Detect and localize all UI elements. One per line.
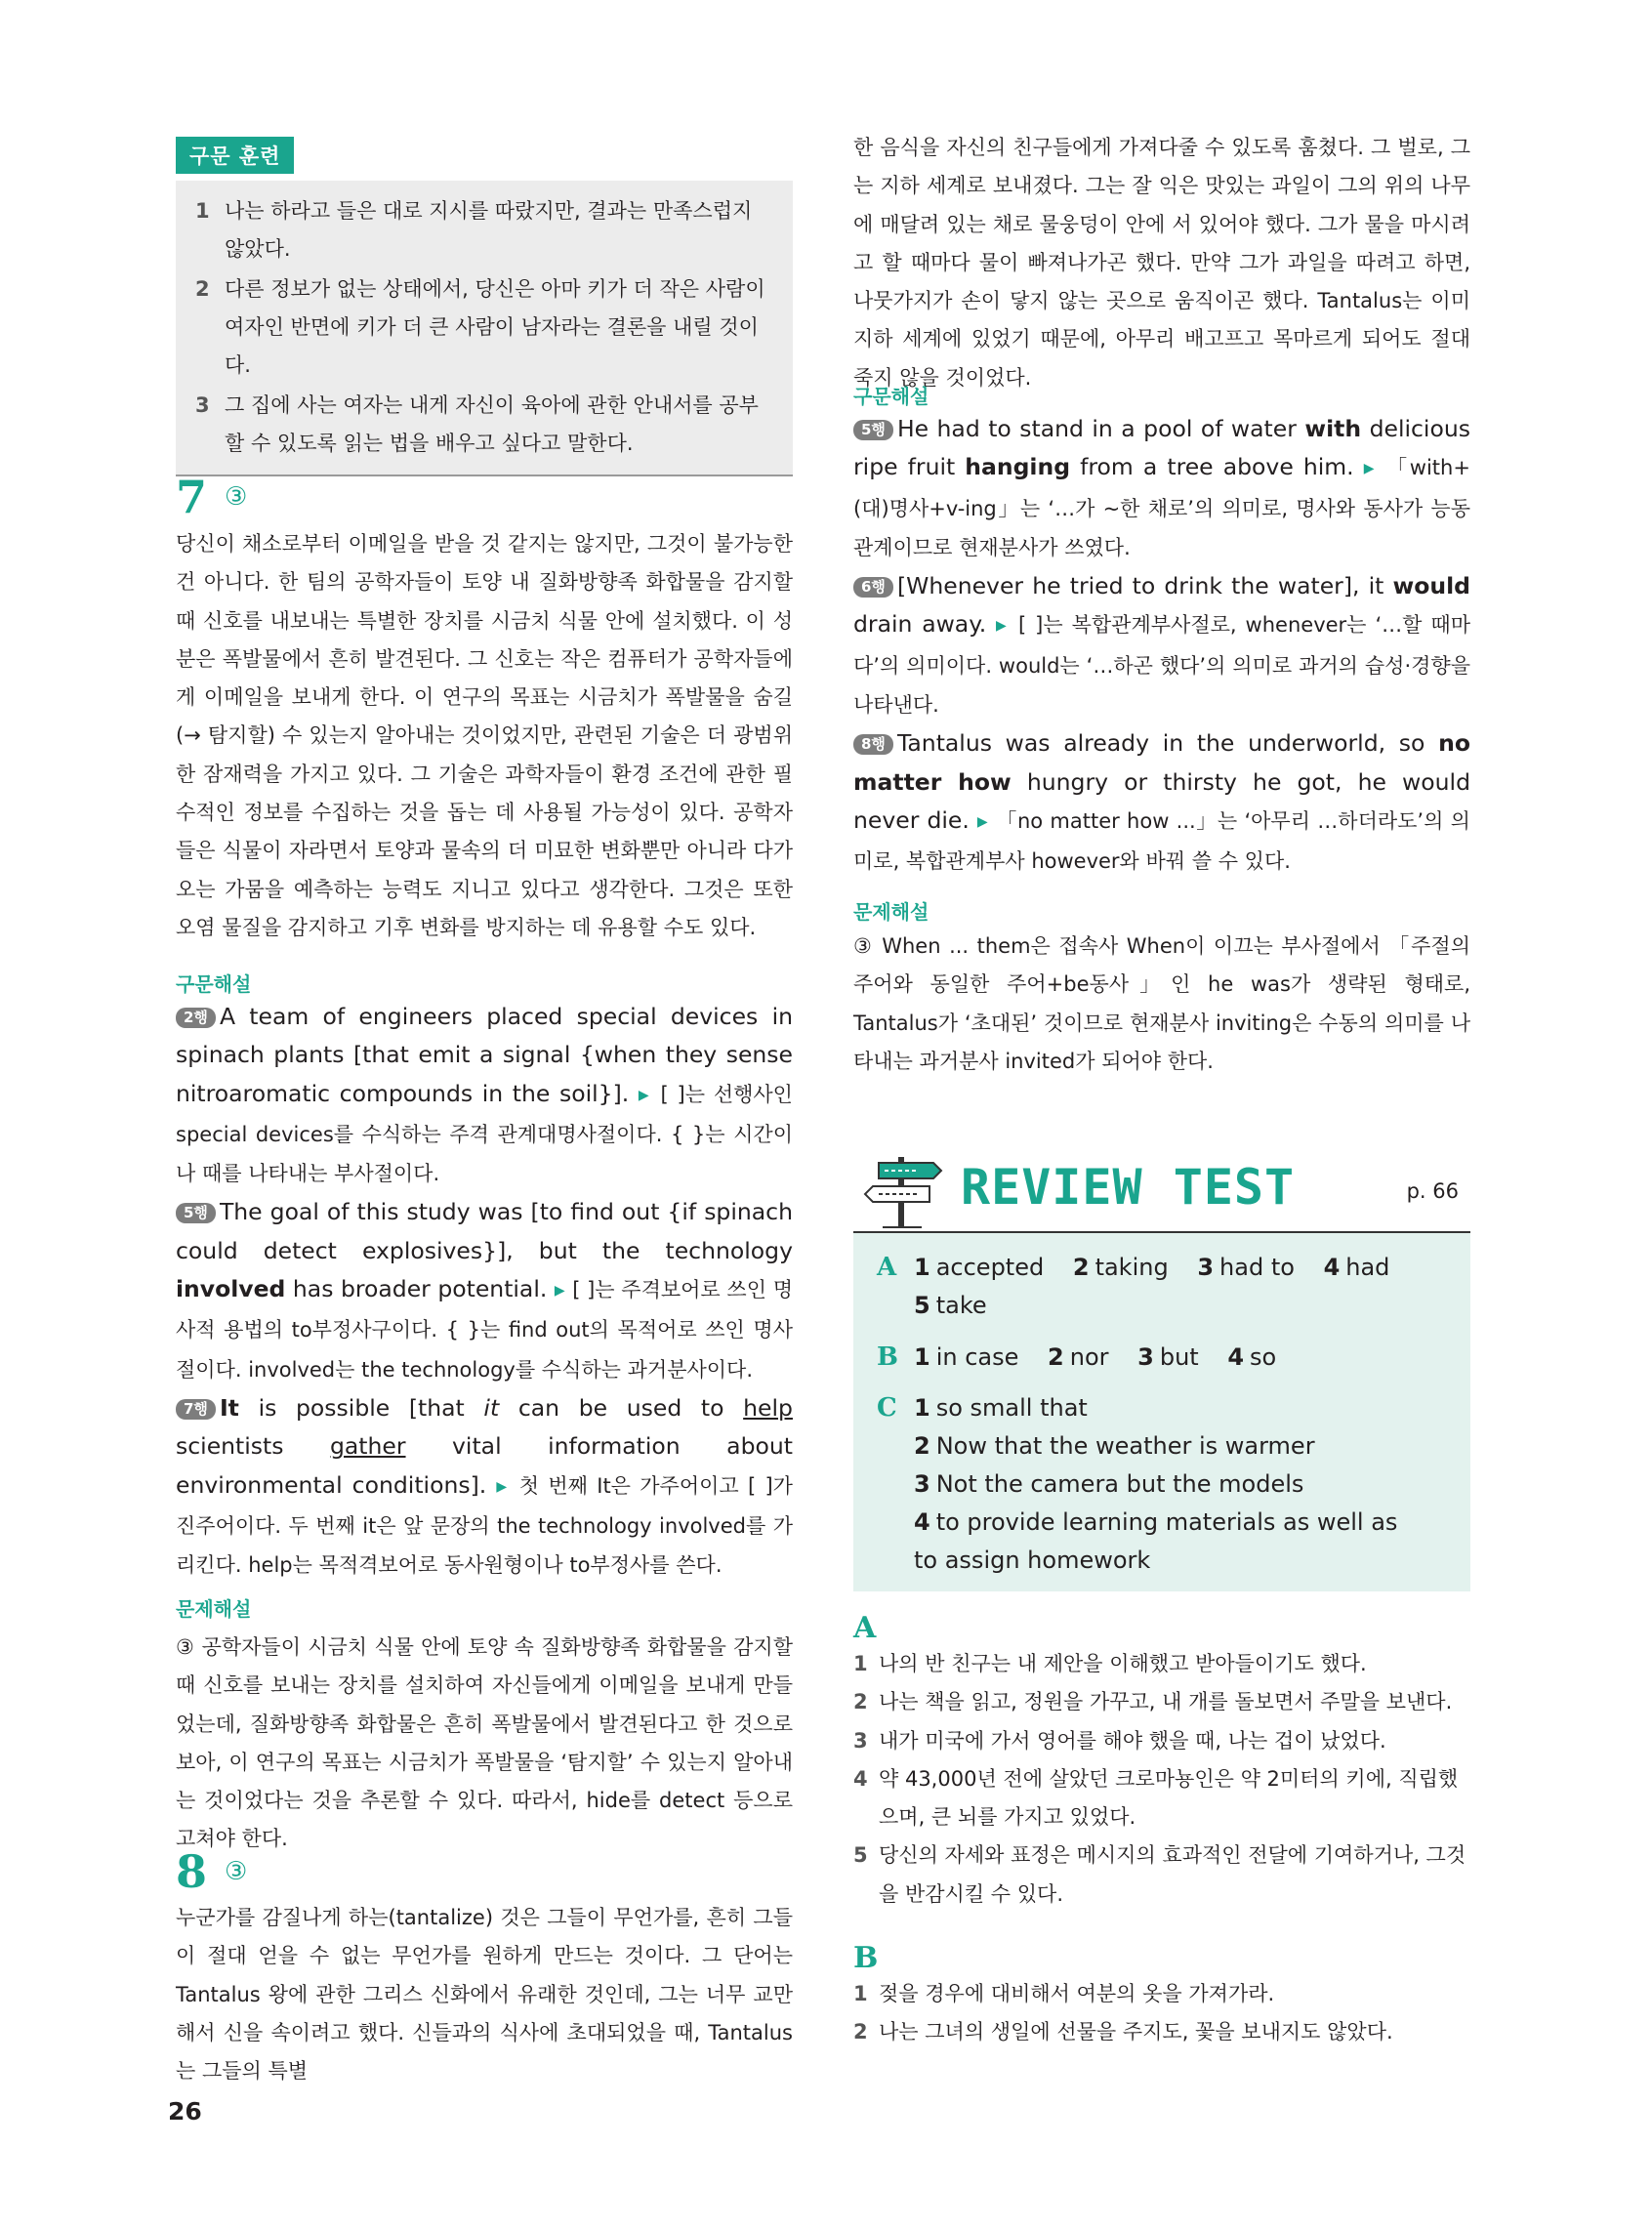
syntax-english: drain away. [853, 610, 987, 639]
syntax-sentence [853, 724, 1470, 881]
syntax-bold: with [1304, 415, 1362, 442]
syntax-english: can be used to [517, 1393, 724, 1422]
item-num: 1 [853, 1982, 868, 2005]
item-text: 내가 미국에 가서 영어를 해야 했을 때, 나는 겁이 났었다. [879, 1728, 1386, 1753]
answer-text: Now that the weather is warmer [935, 1432, 1315, 1460]
answer-items [914, 1287, 987, 1325]
review-answer-box [853, 1233, 1470, 1591]
syntax-note: 「with+(대)명사+v-ing」는 ‘…가 ~한 채로’의 의미로, 명사와 동사가 능동 관계이므로 현재분사가 쓰였다. [853, 456, 1470, 559]
line-badge: 7행 [176, 1399, 216, 1420]
syntax-english: delicious ripe fruit [853, 415, 1470, 481]
question-8-header [176, 1845, 247, 1898]
q7-problem-heading: 문제해설 [176, 1597, 252, 1621]
syntax-note: 「no matter how ...」는 ‘아무리 …하더라도’의 의미로, 복합관계부사 however와 바꿔 쓸 수 있다. [853, 808, 1470, 874]
list-item [853, 1722, 1470, 1760]
item-num: 2 [853, 1690, 868, 1714]
answer-text: had [1345, 1254, 1390, 1281]
question-answer: ③ [225, 1857, 248, 1886]
answer-letter: C [877, 1393, 897, 1423]
answer-text: to provide learning materials as well as to assign homework [914, 1508, 1398, 1575]
drill-text: 나는 하라고 들은 대로 지시를 따랐지만, 결과는 만족스럽지 않았다. [225, 199, 753, 261]
syntax-italic: it [483, 1393, 500, 1422]
question-number: 8 [176, 1845, 208, 1898]
syntax-sentence [853, 410, 1470, 567]
answer-num: 3 [1137, 1343, 1154, 1371]
drill-text: 다른 정보가 없는 상태에서, 당신은 아마 키가 더 작은 사람이 여자인 반면에 키가 더 큰 사람이 남자라는 결론을 내릴 것이다. [225, 277, 765, 377]
list-item [853, 1760, 1470, 1837]
q8-problem-text: ③ When ... them은 접속사 When이 이끄는 부사절에서 「주절의 주어와 동일한 주어+be동사」인 he was가 생략된 형태로, Tantalus가 ‘초대된’ 것이므로 현재분사 inviting은 수동의 의미를 나타내는 과거분사 invited가 되어야 한다. [853, 934, 1470, 1073]
arrow-icon: ▶ [496, 1478, 510, 1495]
drill-box [176, 181, 793, 476]
answer-text: but [1159, 1343, 1199, 1371]
drill-tag: 구문 훈련 [176, 137, 294, 174]
answer-num: 3 [914, 1470, 930, 1498]
answer-num: 2 [1048, 1343, 1064, 1371]
syntax-note: [ ]는 복합관계부사절로, whenever는 ‘…할 때마다’의 의미이다. would는 ‘…하곤 했다’의 의미로 과거의 습성·경향을 나타낸다. [853, 613, 1470, 718]
answer-num: 3 [1197, 1254, 1215, 1281]
line-badge: 5행 [853, 420, 893, 440]
answer-item [914, 1465, 1303, 1504]
item-num: 1 [853, 1652, 868, 1675]
answer-text: so [1250, 1343, 1277, 1371]
answer-item [914, 1427, 1315, 1465]
question-answer: ③ [225, 482, 248, 512]
list-item [853, 1837, 1470, 1914]
answer-num: 4 [1323, 1254, 1341, 1281]
answer-num: 4 [1227, 1343, 1245, 1371]
syntax-english: hungry or thirsty he got, he would never die. [853, 767, 1470, 834]
syntax-note: 첫 번째 It은 가주어이고 [ ]가 진주어이다. 두 번째 it은 앞 문장의 the technology involved를 가리킨다. help는 목적격보어로 동사원형이나 to부정사를 쓴다. [176, 1473, 793, 1578]
syntax-english: [Whenever he tried to drink the water], it [896, 572, 1384, 600]
signpost-icon [861, 1151, 949, 1229]
syntax-bold: It [219, 1393, 239, 1422]
answer-num: 1 [914, 1343, 930, 1371]
answer-text: take [935, 1292, 987, 1319]
drill-item [195, 192, 773, 268]
item-text: 약 43,000년 전에 살았던 크로마뇽인은 약 2미터의 키에, 직립했으며, 큰 뇌를 가지고 있었다. [879, 1766, 1459, 1830]
syntax-english: Tantalus was already in the underworld, so [896, 729, 1425, 758]
line-badge: 2행 [176, 1008, 216, 1028]
line-badge: 5행 [176, 1203, 216, 1223]
list-item [853, 1683, 1470, 1721]
drill-num: 3 [195, 393, 210, 417]
item-text: 나는 그녀의 생일에 선물을 주지도, 꽃을 보내지도 않았다. [879, 2020, 1393, 2044]
arrow-icon: ▶ [976, 813, 989, 830]
answer-text: had to [1219, 1254, 1295, 1281]
section-letter: B [853, 1941, 879, 1975]
syntax-bold: would [1392, 572, 1470, 600]
item-num: 2 [853, 2020, 868, 2044]
drill-item [195, 270, 773, 385]
answer-text: in case [935, 1343, 1019, 1371]
answer-item [914, 1389, 1088, 1427]
syntax-bold: involved [176, 1275, 286, 1303]
syntax-note: [ ]는 선행사인 special devices를 수식하는 주격 관계대명사절이다. { }는 시간이나 때를 나타내는 부사절이다. [176, 1082, 793, 1186]
syntax-sentence [176, 1193, 793, 1388]
section-letter: A [853, 1611, 877, 1645]
answer-text: taking [1094, 1254, 1169, 1281]
item-num: 4 [853, 1766, 868, 1791]
item-num: 3 [853, 1728, 868, 1753]
answer-text: nor [1069, 1343, 1109, 1371]
answer-num: 4 [914, 1508, 930, 1536]
q7-syntax-block [176, 998, 793, 1585]
question-number: 7 [176, 471, 208, 523]
q7-syntax-heading: 구문해설 [176, 972, 252, 996]
review-test-header [853, 1147, 1470, 1233]
list-item [853, 2013, 1470, 2051]
syntax-english: has broader potential. [292, 1275, 548, 1303]
answer-items [914, 1339, 1276, 1377]
q7-problem-text: ③ 공학자들이 시금치 식물 안에 토양 속 질화방향족 화합물을 감지할 때 신호를 보내는 장치를 설치하여 자신들에게 이메일을 보내게 만들었는데, 질화방향족 화합물은 흔히 폭발물에서 발견된다고 한 것으로 보아, 이 연구의 목표는 시금치가 폭발물을 ‘탐지할’ 수 있는지 알아내는 것이었다는 것을 추론할 수 있다. 따라서, hide를 detect 등으로 고쳐야 한다. [176, 1635, 793, 1851]
list-item [853, 1975, 1470, 2013]
q8-syntax-heading: 구문해설 [853, 385, 929, 408]
syntax-english: A team of engineers placed special devices in spinach plants [that emit a signal {when they sense nitroaromatic compounds in the soil}]. [176, 1003, 793, 1107]
item-text: 젖을 경우에 대비해서 여분의 옷을 가져가라. [879, 1982, 1275, 2005]
review-test-page-ref: p. 66 [1406, 1179, 1459, 1203]
arrow-icon: ▶ [1363, 461, 1378, 477]
drill-num: 1 [195, 199, 210, 223]
question-7-header [176, 471, 247, 523]
syntax-underline: help [743, 1393, 793, 1422]
review-test-title: REVIEW TEST [961, 1159, 1296, 1216]
page-number: 26 [168, 2097, 202, 2126]
syntax-underline: gather [329, 1432, 406, 1461]
syntax-note: [ ]는 주격보어로 쓰인 명사적 용법의 to부정사구이다. { }는 find out의 목적어로 쓰인 명사절이다. involved는 the technology를 수식하는 과거분사이다. [176, 1278, 793, 1382]
syntax-english: The goal of this study was [to find out {if spinach could detect explosives}], but the technology [176, 1198, 793, 1264]
arrow-icon: ▶ [554, 1283, 565, 1300]
review-section-b [853, 1941, 1470, 2052]
syntax-bold: hanging [965, 453, 1071, 481]
syntax-bold: no matter how [853, 729, 1470, 796]
q8-syntax-block [853, 410, 1470, 882]
review-section-a [853, 1611, 1470, 1914]
syntax-sentence [176, 1389, 793, 1585]
answer-text: Not the camera but the models [935, 1470, 1304, 1498]
drill-num: 2 [195, 277, 210, 301]
item-text: 나의 반 친구는 내 제안을 이해했고 받아들이기도 했다. [879, 1652, 1367, 1675]
item-text: 당신의 자세와 표정은 메시지의 효과적인 전달에 기여하거나, 그것을 반감시킬 수 있다. [879, 1843, 1466, 1906]
q7-translation: 당신이 채소로부터 이메일을 받을 것 같지는 않지만, 그것이 불가능한 건 아니다. 한 팀의 공학자들이 토양 내 질화방향족 화합물을 감지할 때 신호를 내보내는 특별한 장치를 시금치 식물 안에 설치했다. 이 성분은 폭발물에서 흔히 발견된다. 그 신호는 작은 컴퓨터가 공학자들에게 이메일을 보내게 한다. 이 연구의 목표는 시금치가 폭발물을 숨길(→ 탐지할) 수 있는지 알아내는 것이었지만, 관련된 기술은 더 광범위한 잠재력을 가지고 있다. 그 기술은 과학자들이 환경 조건에 관한 필수적인 정보를 수집하는 것을 돕는 데 사용될 가능성이 있다. 공학자들은 식물이 자라면서 토양과 물속의 더 미묘한 변화뿐만 아니라 다가오는 가뭄을 예측하는 능력도 지니고 있다고 생각한다. 그것은 또한 오염 물질을 감지하고 기후 변화를 방지하는 데 유용할 수도 있다. [176, 532, 793, 939]
drill-text: 그 집에 사는 여자는 내게 자신이 육아에 관한 안내서를 공부할 수 있도록 읽는 법을 배우고 싶다고 말한다. [225, 393, 759, 455]
answer-text: accepted [935, 1254, 1045, 1281]
drill-item [195, 387, 773, 463]
list-item [853, 1645, 1470, 1683]
q8-translation-start: 누군가를 감질나게 하는(tantalize) 것은 그들이 무언가를, 흔히 그들이 절대 얻을 수 없는 무언가를 원하게 만드는 것이다. 그 단어는 Tantalus 왕에 관한 그리스 신화에서 유래한 것인데, 그는 너무 교만해서 신을 속이려고 했다. 신들과의 식사에 초대되었을 때, Tantalus는 그들의 특별 [176, 1906, 793, 2084]
syntax-english: vital information about environmental conditions]. [176, 1432, 793, 1499]
answer-items [914, 1249, 1389, 1287]
syntax-sentence [853, 567, 1470, 724]
syntax-english: from a tree above him. [1080, 453, 1354, 481]
arrow-icon: ▶ [638, 1087, 651, 1103]
item-num: 5 [853, 1843, 868, 1868]
answer-item [914, 1504, 1422, 1581]
q8-problem-heading: 문제해설 [853, 900, 929, 924]
line-badge: 6행 [853, 577, 893, 598]
syntax-english: is possible [that [258, 1393, 465, 1422]
answer-letter: A [877, 1253, 897, 1282]
answer-num: 1 [914, 1254, 930, 1281]
line-badge: 8행 [853, 734, 893, 755]
answer-letter: B [877, 1342, 898, 1372]
answer-num: 1 [914, 1394, 930, 1422]
answer-num: 5 [914, 1292, 930, 1319]
arrow-icon: ▶ [996, 618, 1010, 635]
q8-translation-continued: 한 음식을 자신의 친구들에게 가져다줄 수 있도록 훔쳤다. 그 벌로, 그는 지하 세계로 보내졌다. 그는 잘 익은 맛있는 과일이 그의 위의 나무에 매달려 있는 채로 물웅덩이 안에 서 있어야 했다. 그가 물을 마시려고 할 때마다 물이 빠져나가곤 했다. 만약 그가 과일을 따려고 하면, 나뭇가지가 손이 닿지 않는 곳으로 움직이곤 했다. Tantalus는 이미 지하 세계에 있었기 때문에, 아무리 배고프고 목마르게 되어도 절대 죽지 않을 것이었다. [853, 136, 1470, 390]
item-text: 나는 책을 읽고, 정원을 가꾸고, 내 개를 돌보면서 주말을 보낸다. [879, 1690, 1453, 1714]
answer-text: so small that [935, 1394, 1088, 1422]
syntax-sentence [176, 998, 793, 1193]
syntax-english: He had to stand in a pool of water [896, 415, 1297, 442]
answer-num: 2 [1072, 1254, 1090, 1281]
syntax-english: scientists [176, 1432, 284, 1461]
answer-num: 2 [914, 1432, 930, 1460]
